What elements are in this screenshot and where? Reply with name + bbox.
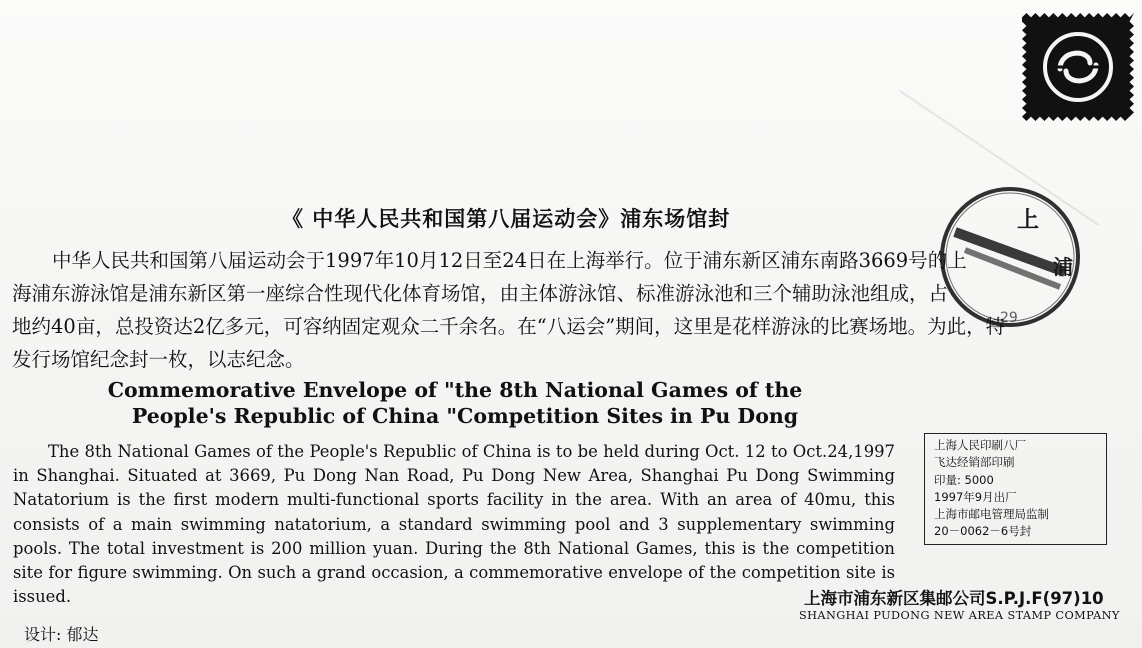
print-info-line: 上海市邮电管理局监制 xyxy=(934,507,1049,522)
chinese-body xyxy=(12,244,1042,376)
postmark-text-top: 上 xyxy=(1017,208,1040,233)
chinese-body-line: 海浦东游泳馆是浦东新区第一座综合性现代化体育场馆，由主体游泳馆、标准游泳池和三个辅助泳池组成，占 xyxy=(12,282,949,305)
print-info-box xyxy=(924,433,1107,545)
postmark-text-right: 浦 xyxy=(1053,255,1073,279)
company-logo-stamp xyxy=(1022,13,1134,121)
print-info-line: 飞达经销部印刷 xyxy=(934,455,1015,470)
chinese-body-line: 中华人民共和国第八届运动会于1997年10月12日至24日在上海举行。位于浦东新区浦东南路3669号的上 xyxy=(52,249,967,272)
postmark-date: 29 xyxy=(1000,310,1018,326)
english-title-line2: People's Republic of China "Competition Sites in Pu Dong xyxy=(131,404,799,428)
english-title xyxy=(95,377,815,429)
logo-icon xyxy=(1038,27,1118,107)
english-body-text: The 8th National Games of the People's Republic of China is to be held during Oct. 12 to Oct.24,1997 in Shanghai. Situated at 3669, Pu Dong Nan Road, Pu Dong New Area, Shanghai Pu Dong Swimming Natatorium is the first modern multi-functional sports facility in the area. With an area of 40mu, this consists of a main swimming natatorium, a standard swimming pool and 3 supplementary swimming pools. The total investment is 200 million yuan. During the 8th National Games, this is the competition site for figure swimming. On such a grand occasion, a commemorative envelope of the competition site is issued. xyxy=(13,442,895,607)
designer-credit: 设计: 郁达 xyxy=(24,625,99,644)
english-body xyxy=(13,440,895,609)
chinese-body-line: 发行场馆纪念封一枚，以志纪念。 xyxy=(12,348,305,371)
chinese-title: 《 中华人民共和国第八届运动会》浦东场馆封 xyxy=(282,207,731,231)
chinese-body-line: 地约40亩，总投资达2亿多元，可容纳固定观众二千余名。在“八运会”期间，这里是花样游泳的比赛场地。为此，特 xyxy=(12,315,1006,338)
print-info-line: 1997年9月出厂 xyxy=(934,489,1017,504)
company-name-cn: 上海市浦东新区集邮公司S.P.J.F(97)10 xyxy=(804,589,1104,608)
print-info-line: 印量: 5000 xyxy=(934,472,994,487)
print-info-line: 20－0062－6号封 xyxy=(934,524,1032,539)
company-name-en: SHANGHAI PUDONG NEW AREA STAMP COMPANY xyxy=(799,609,1120,622)
print-info-line: 上海人民印刷八厂 xyxy=(934,438,1026,452)
english-title-line1: Commemorative Envelope of "the 8th National Games of the xyxy=(107,378,803,402)
